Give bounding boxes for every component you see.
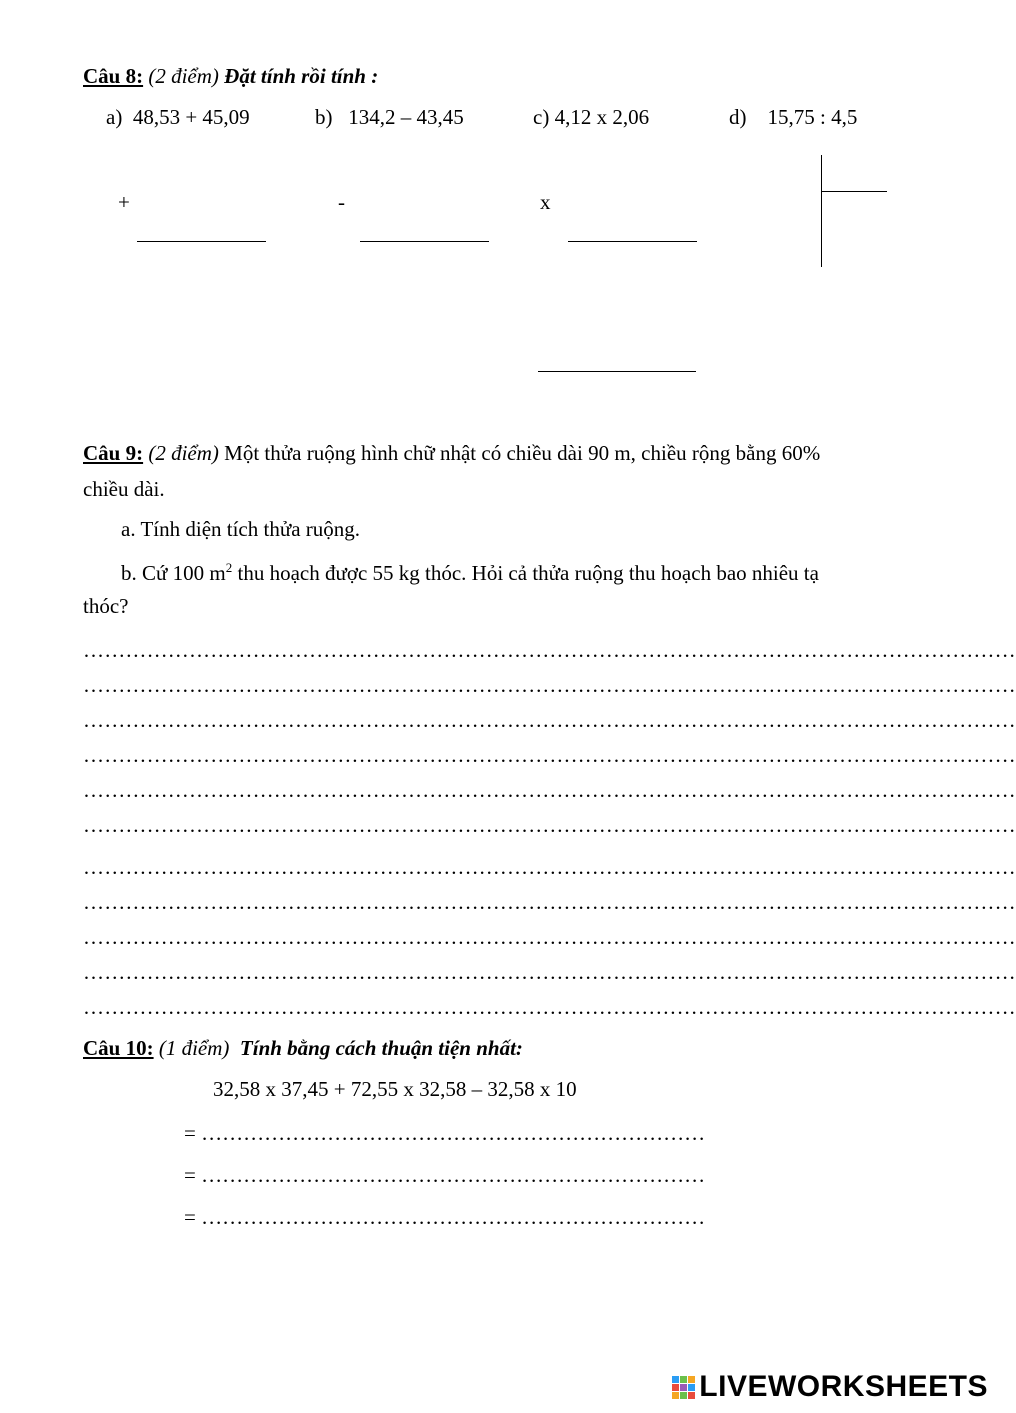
q10-equation-line[interactable]: = ……………………………………………………………… <box>184 1163 706 1187</box>
q8-problem-a-expr: 48,53 + 45,09 <box>132 105 250 129</box>
logo-tile <box>680 1384 687 1391</box>
q8-problem-b-expr: 134,2 – 43,45 <box>348 105 464 129</box>
q9-part-b <box>121 561 819 584</box>
logo-tile <box>688 1384 695 1391</box>
logo-text: LIVEWORKSHEETS <box>699 1370 988 1403</box>
logo-tile <box>672 1392 679 1399</box>
q8-heading <box>83 66 378 87</box>
q10-label: Câu 10: <box>83 1036 154 1060</box>
q10-points: (1 điểm) <box>158 1036 230 1060</box>
q8-problem-d-tag: d) <box>729 105 747 129</box>
q10-equation-line[interactable]: = ……………………………………………………………… <box>184 1121 706 1145</box>
q9-points: (2 điểm) <box>148 441 219 465</box>
division-horizontal-bar <box>822 191 887 192</box>
q8-problem-d <box>729 107 857 128</box>
logo-tile <box>672 1376 679 1383</box>
q9-part-b-line2: thóc? <box>83 594 129 618</box>
logo-tile <box>688 1376 695 1383</box>
q10-equation-line[interactable]: = ……………………………………………………………… <box>184 1205 706 1229</box>
logo-tile <box>680 1376 687 1383</box>
multiplication-result-line[interactable] <box>538 371 696 372</box>
q8-problem-a-tag: a) <box>106 105 123 129</box>
q9-part-a: a. Tính diện tích thửa ruộng. <box>121 517 361 541</box>
addition-answer-line[interactable] <box>137 241 266 242</box>
q8-problem-d-expr: 15,75 : 4,5 <box>767 105 858 129</box>
q9-text-line1: Một thửa ruộng hình chữ nhật có chiều dài 90 m, chiều rộng bằng 60% <box>224 441 821 465</box>
q9-label: Câu 9: <box>83 441 144 465</box>
plus-sign: + <box>118 190 130 214</box>
q10-instruction: Tính bằng cách thuận tiện nhất: <box>239 1036 523 1060</box>
q9-part-b-text1: b. Cứ 100 m <box>121 561 226 585</box>
q8-problem-c <box>533 107 649 128</box>
answer-line[interactable]: …………………………………………………………………………………………………………………… <box>83 638 1016 662</box>
q9-statement <box>83 435 913 471</box>
subtraction-answer-line[interactable] <box>360 241 489 242</box>
answer-line[interactable]: …………………………………………………………………………………………………………………… <box>83 708 1016 732</box>
q8-problem-a <box>106 107 250 128</box>
q8-points: (2 điểm) <box>148 64 219 88</box>
q8-label: Câu 8: <box>83 64 144 88</box>
q8-problem-c-expr: 4,12 x 2,06 <box>554 105 650 129</box>
logo-icon <box>672 1376 695 1399</box>
q9-part-b-text2: thu hoạch được 55 kg thóc. Hỏi cả thửa ruộng thu hoạch bao nhiêu tạ <box>232 561 819 585</box>
answer-line[interactable]: …………………………………………………………………………………………………………………… <box>83 813 1016 837</box>
answer-line[interactable]: …………………………………………………………………………………………………………………… <box>83 673 1016 697</box>
multiplication-partial-line[interactable] <box>568 241 697 242</box>
answer-line[interactable]: …………………………………………………………………………………………………………………… <box>83 778 1016 802</box>
q8-problem-b-tag: b) <box>315 105 333 129</box>
logo-tile <box>672 1384 679 1391</box>
answer-line[interactable]: …………………………………………………………………………………………………………………… <box>83 855 1016 879</box>
answer-line[interactable]: …………………………………………………………………………………………………………………… <box>83 925 1016 949</box>
times-sign: x <box>540 190 551 214</box>
answer-line[interactable]: …………………………………………………………………………………………………………………… <box>83 890 1016 914</box>
logo-tile <box>688 1392 695 1399</box>
logo-tile <box>680 1392 687 1399</box>
answer-line[interactable]: …………………………………………………………………………………………………………………… <box>83 960 1016 984</box>
minus-sign: - <box>338 190 345 214</box>
q8-problem-b <box>315 107 464 128</box>
q9-text-line2: chiều dài. <box>83 477 165 501</box>
answer-line[interactable]: …………………………………………………………………………………………………………………… <box>83 995 1016 1019</box>
q8-problem-c-tag: c) <box>533 105 550 129</box>
division-vertical-bar <box>821 155 822 267</box>
liveworksheets-logo <box>672 1372 988 1402</box>
q8-instruction: Đặt tính rồi tính : <box>224 64 379 88</box>
q9-part-b-sup: 2 <box>225 560 233 575</box>
answer-line[interactable]: …………………………………………………………………………………………………………………… <box>83 743 1016 767</box>
q10-heading <box>83 1038 523 1059</box>
q10-expression: 32,58 x 37,45 + 72,55 x 32,58 – 32,58 x 10 <box>213 1077 577 1101</box>
